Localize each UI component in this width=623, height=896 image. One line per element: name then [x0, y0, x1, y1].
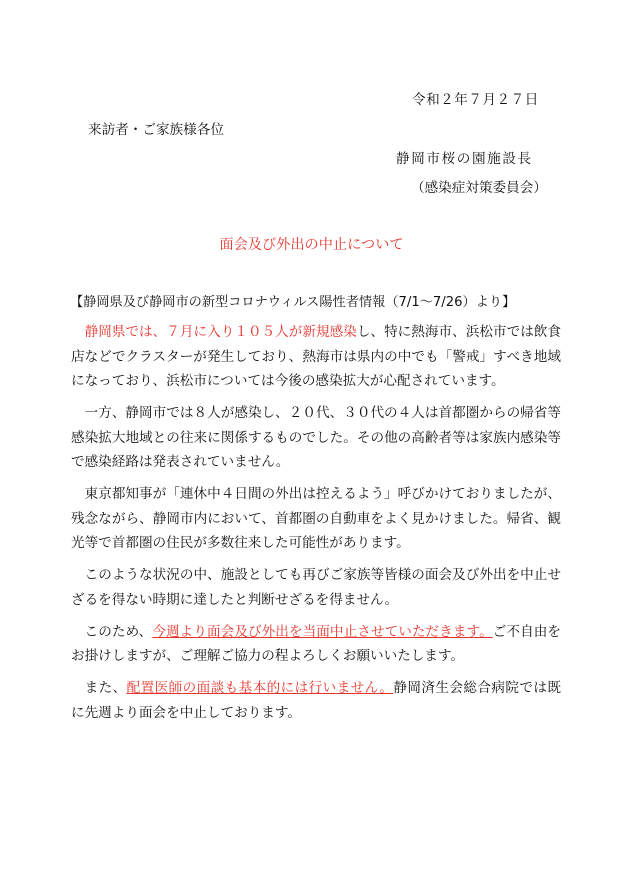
- paragraph-1: [71, 320, 561, 394]
- document-title: 面会及び外出の中止について: [219, 237, 404, 253]
- paragraph-5: [71, 620, 561, 669]
- paragraph-5-text: ご不自由をお掛けしますが、ご理解ご協力の程よろしくお願いいたします。: [71, 623, 561, 665]
- paragraph-6-lead: また、: [84, 680, 127, 697]
- document-date: 令和２年７月２７日: [412, 92, 539, 108]
- paragraph-5-lead: このため、: [84, 623, 153, 640]
- paragraph-1-highlight: 静岡県では、７月に入り１０５人が新規感染: [84, 324, 357, 340]
- paragraph-6: [71, 676, 561, 725]
- sender-name: 静岡市桜の園施設長: [396, 151, 533, 167]
- paragraph-4: このような状況の中、施設としても再びご家族等皆様の面会及び外出を中止せざるを得ない時期に達したと判断せざるを得ません。: [71, 567, 561, 608]
- paragraph-6-highlight: 配置医師の面談も基本的には行いません。: [126, 680, 394, 697]
- document-body: [71, 320, 561, 733]
- paragraph-6-text: 静岡済生会総合病院では既に先週より面会を中止しております。: [71, 680, 561, 721]
- paragraph-1-text: し、特に熱海市、浜松市では飲食店などでクラスターが発生しており、熱海市は県内の中でも「警戒」すべき地域になっており、浜松市については今後の感染拡大が心配されています。: [71, 324, 562, 389]
- paragraph-3: 東京都知事が「連休中４日間の外出は控えるよう」呼びかけておりましたが、残念ながら、静岡市内において、首都圏の自動車をよく見かけました。帰省、観光等で首都圏の住民が多数往来した可能性があります。: [71, 486, 561, 552]
- sender-department: （感染症対策委員会）: [411, 180, 547, 196]
- paragraph-2: 一方、静岡市では８人が感染し、２０代、３０代の４人は首都圏からの帰省等感染拡大地域との往来に関係するものでした。その他の高齢者等は家族内感染等で感染経路は発表されていません。: [71, 405, 561, 471]
- section-subheading: 【静岡県及び静岡市の新型コロナウィルス陽性者情報（7/1～7/26）より】: [70, 295, 516, 310]
- paragraph-5-highlight: 今週より面会及び外出を当面中止させていただきます。: [152, 623, 493, 640]
- addressee: 来訪者・ご家族様各位: [88, 122, 224, 138]
